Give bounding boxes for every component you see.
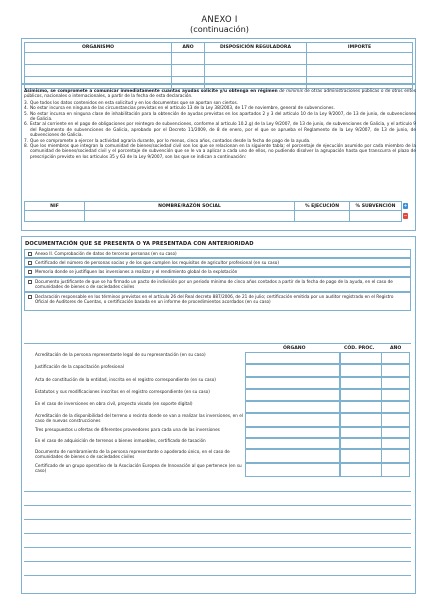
doc-item: Memoria donde se justifiquen las inversiones a realizar y el rendimiento global de la explotación [24,267,411,277]
doc-item: Documento de nombramiento de la persona representante o apoderado único, en el caso de comunidades de bienes o de sociedades civiles [24,449,411,463]
declaration-item: 5. No estar incursa en ninguna clase de inhabilitación para la obtención de ayudas previstas en los apartados 2 y 3 del artículo 10 de la Ley 9/2007, de 13 de junio, de subvenciones de Galicia. [24,111,416,122]
doc-item: Acreditación de la disponibilidad del terreno o recinto donde se van a realizar las inversiones, en el caso de nuevas construcciones [24,413,411,427]
checkbox[interactable] [28,261,32,265]
doc-item: Certificado del número de personas socias y de los que cumplen los requisitos de agricultor profesional (en su caso) [24,258,411,267]
doc-item: En el caso de inversiones en obra civil, proyecto visado (en soporte digital) [24,401,411,413]
declarations-text [24,89,416,160]
doc-item: Anexo II. Comprobación de datos de terceras personas (en su caso) [24,249,411,258]
checkbox[interactable] [28,252,32,256]
declaration-item: 4. No estar incursa en ninguna de las circunstancias previstas en el artículo 13 de la Ley 38/2003, de 17 de noviembre, general de subvenciones. [24,106,335,112]
add-row-button[interactable]: + [403,203,408,209]
page-subtitle: (continuación) [190,24,249,34]
checkbox[interactable] [28,280,32,284]
col-organismo: ORGANISMO [25,43,172,53]
declaration-item: 6. Estar al corriente en el pago de obligaciones por reintegro de subvenciones, conforme al artículo 10.2.g) de la Ley 9/2007, de 13 de junio, de subvenciones de Galicia, y el artículo 9 del Reglamento de subvenciones de Galicia, aprobado por el Decreto 11/2009, de 8 de enero, por el que se aprueba el Reglamento de la Ley 9/2007, de 13 de junio, de subvenciones de Galicia. [24,122,416,139]
doc-item: Declaración responsable en los términos previstos en el artículo 26 del Real decreto 887/2006, de 21 de julio; certificación emitida por un auditor registrado en el Registro Oficial de Auditores de Cuentas, o certificación basada en un informe de procedimientos acordados (en su caso) [24,292,411,311]
col-ejecucion: % EJECUCIÓN [295,202,350,211]
declaration-item: 7. Que se compromete a ejercer la actividad agraria durante, por lo menos, cinco años, contados desde la fecha de pago de la ayuda. [24,138,311,144]
col-anio-doc: AÑO [390,346,402,351]
remove-row-button[interactable]: − [403,213,408,219]
checkbox[interactable] [28,295,32,299]
intro-paragraph: Asimismo, se compromete a comunicar inmediatamente cuantas ayudas solicite y/u obtenga en régimen de minimis de otras administraciones públicas o de otros entes públicos, nacionales o internacionales, a partir de la fecha de esta declaración. [24,89,416,100]
declaration-item: 8. Que los miembros que integran la comunidad de bienes/sociedad civil son los que se relacionan en la siguiente tabla; el porcentaje de ejecución asumido por cada miembro de la comunidad de bienes/sociedad civil y el porcentaje de subvención que se le va a aplicar a cada uno de ellos, no pudiendo disolver la agrupación hasta que transcurra el plazo de prescripción previsto en los artículos 35 y 63 de la Ley 9/2007, son las que se indican a continuación: [24,143,416,160]
col-subvencion: % SUBVENCIÓN [350,202,402,211]
declaration-item: 3. Que todos los datos contenidos en esta solicitud y en los documentos que se aportan son ciertos. [24,100,239,106]
table-row [25,211,402,222]
col-cod-proc: CÓD. PROC. [344,346,375,351]
col-nombre: NOMBRE/RAZÓN SOCIAL [85,202,295,211]
doc-item: Documento justificante de que se ha firmado un pacto de indivisión por un periodo mínimo de cinco años contados a partir de la fecha de pago de la ayuda, en el caso de comunidades de bienes o de sociedades civiles [24,277,411,292]
doc-item: En el caso de adquisición de terrenos o bienes inmuebles, certificado de tasación [24,438,411,449]
col-importe: IMPORTE [307,43,413,53]
doc-item: Certificado de un grupo operativo de la Asociación Europea de Innovación al que pertenece (en su caso) [24,463,411,477]
doc-item: Acreditación de la persona representante legal de su representación (en su caso) [24,352,411,364]
members-table [24,201,402,222]
aids-table [24,42,413,89]
col-nif: NIF [25,202,85,211]
doc-item: Acta de constitución de la entidad, inscrita en el registro correspondiente (en su caso) [24,377,411,389]
page-title: ANEXO I [201,14,238,24]
col-disposicion: DISPOSICIÓN REGULADORA [205,43,307,53]
documentation-title: DOCUMENTACIÓN QUE SE PRESENTA O YA PRESENTADA CON ANTERIORIDAD [25,241,254,247]
table-row [25,65,413,77]
doc-item: Estatutos y sus modificaciones inscritos en el registro correspondiente (en su caso) [24,389,411,401]
table-row [25,53,413,65]
col-anio: AÑO [172,43,205,53]
col-organo: ÓRGANO [283,346,306,351]
doc-item: Justificación de la capacitación profesional [24,364,411,377]
checkbox[interactable] [28,270,32,274]
doc-item: Tres presupuestos u ofertas de diferentes proveedores para cada una de las inversiones [24,427,411,438]
